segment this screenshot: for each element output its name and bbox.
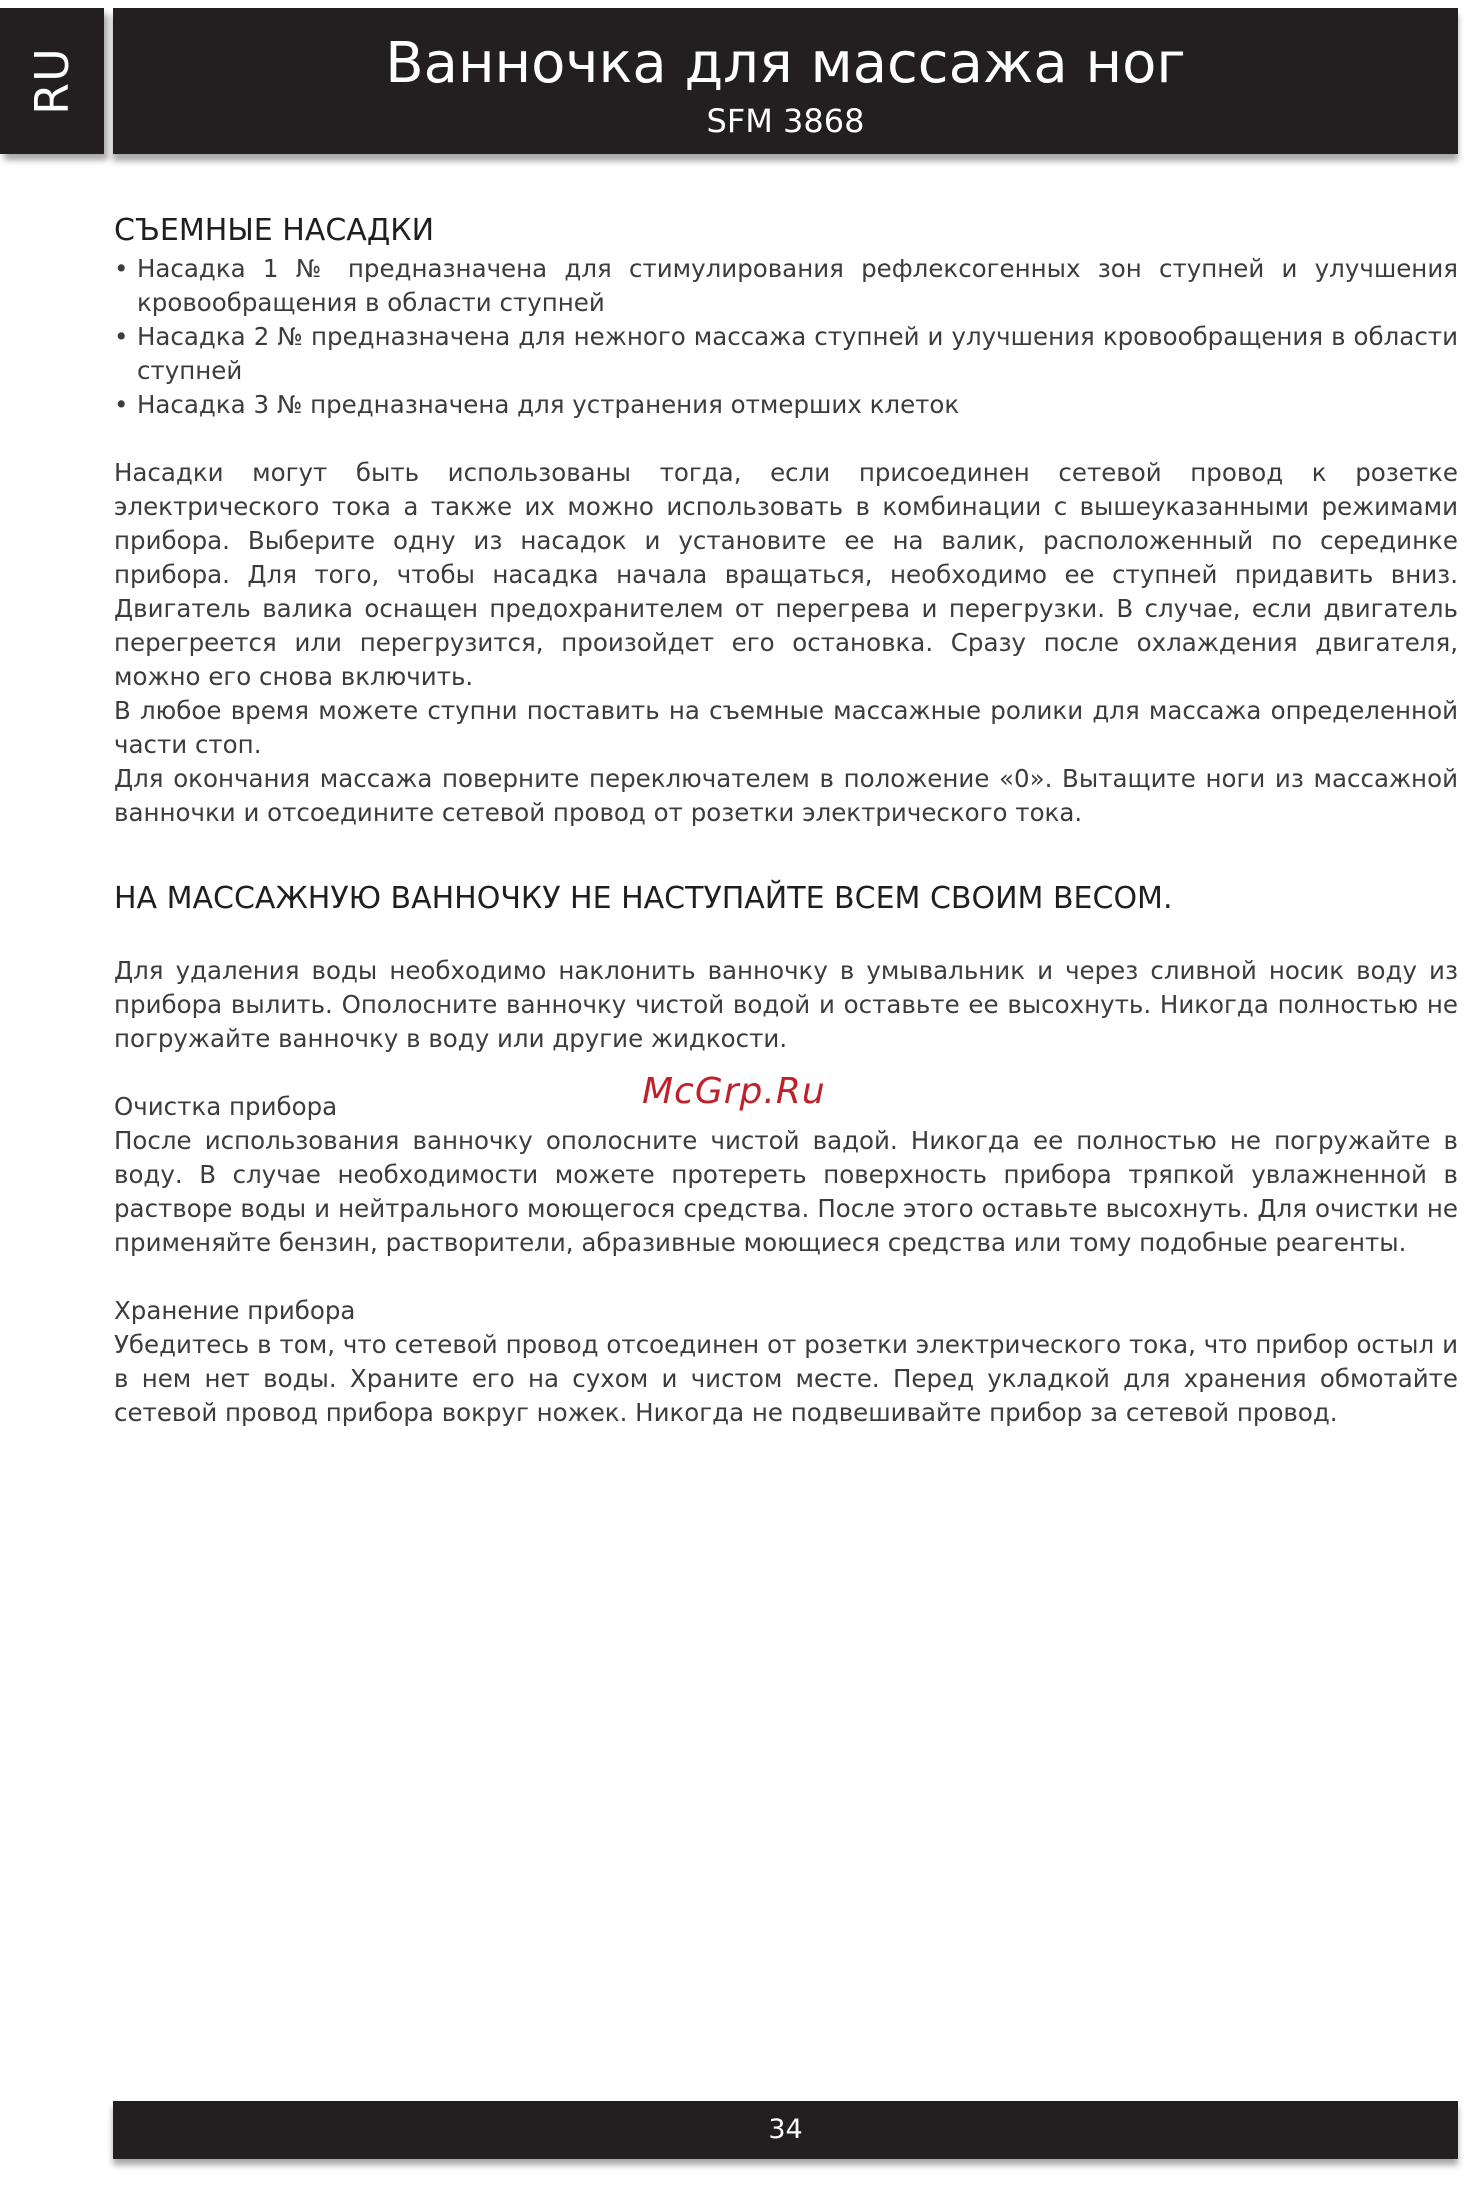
language-code: RU [25, 47, 79, 115]
list-item: • Насадка 1 № предназначена для стимулирования рефлексогенных зон ступней и улучшения кровообращения в области ступней [114, 254, 1458, 317]
paragraph: Насадки могут быть использованы тогда, если присоединен сетевой провод к розетке электрического тока а также их можно использовать в комбинации с вышеуказанными режимами прибора. Выберите одну из насадок и установите ее на валик, расположенный по серединке прибора. Для того, чтобы насадка начала вращаться, необходимо ее ступней придавить вниз. Двигатель валика оснащен предохранителем от перегрева и перегрузки. В случае, если двигатель перегреется или перегрузится, произойдет его остановка. Сразу после охлаждения двигателя, можно его снова включить. [114, 458, 1458, 691]
page-header [113, 8, 1458, 154]
bullet-icon: • [114, 390, 129, 419]
bullet-icon: • [114, 322, 129, 351]
language-tab [0, 8, 104, 154]
page-title: Ванночка для массажа ног [385, 31, 1186, 96]
document-body [114, 210, 1458, 1430]
watermark: McGrp.Ru [642, 1071, 826, 1112]
paragraph: Для удаления воды необходимо наклонить ванночку в умывальник и через сливной носик воду из прибора вылить. Ополосните ванночку чистой водой и оставьте ее высохнуть. Никогда полностью не погружайте ванночку в воду или другие жидкости. [114, 956, 1458, 1053]
list-item: • Насадка 3 № предназначена для устранения отмерших клеток [114, 388, 1458, 422]
paragraph: Убедитесь в том, что сетевой провод отсоединен от розетки электрического тока, что прибор остыл и в нем нет воды. Храните его на сухом и чистом месте. Перед укладкой для хранения обмотайте сетевой провод прибора вокруг ножек. Никогда не подвешивайте прибор за сетевой провод. [114, 1330, 1458, 1427]
paragraph: После использования ванночку ополосните чистой вадой. Никогда ее полностью не погружайте в воду. В случае необходимости можете протереть поверхность прибора тряпкой увлажненной в растворе воды и нейтрального моющегося средства. После этого оставьте высохнуть. Для очистки не применяйте бензин, растворители, абразивные моющиеся средства или тому подобные реагенты. [114, 1126, 1458, 1257]
section-heading-warning: НА МАССАЖНУЮ ВАННОЧКУ НЕ НАСТУПАЙТЕ ВСЕМ СВОИМ ВЕСОМ. [114, 881, 1173, 916]
page-footer [113, 2101, 1458, 2159]
list-item: • Насадка 2 № предназначена для нежного массажа ступней и улучшения кровообращения в области ступней [114, 322, 1458, 385]
paragraph: Для окончания массажа поверните переключателем в положение «0». Вытащите ноги из массажной ванночки и отсоедините сетевой провод от розетки электрического тока. [114, 764, 1458, 827]
subsection-title-cleaning: Очистка прибора [114, 1092, 338, 1121]
page-number: 34 [768, 2114, 803, 2145]
paragraph: В любое время можете ступни поставить на съемные массажные ролики для массажа определенной части стоп. [114, 696, 1458, 759]
subsection-title-storage: Хранение прибора [114, 1296, 356, 1325]
bullet-icon: • [114, 254, 129, 283]
section-heading-attachments: СЪЕМНЫЕ НАСАДКИ [114, 213, 435, 248]
model-number: SFM 3868 [706, 102, 865, 140]
attachments-list [114, 252, 1458, 422]
